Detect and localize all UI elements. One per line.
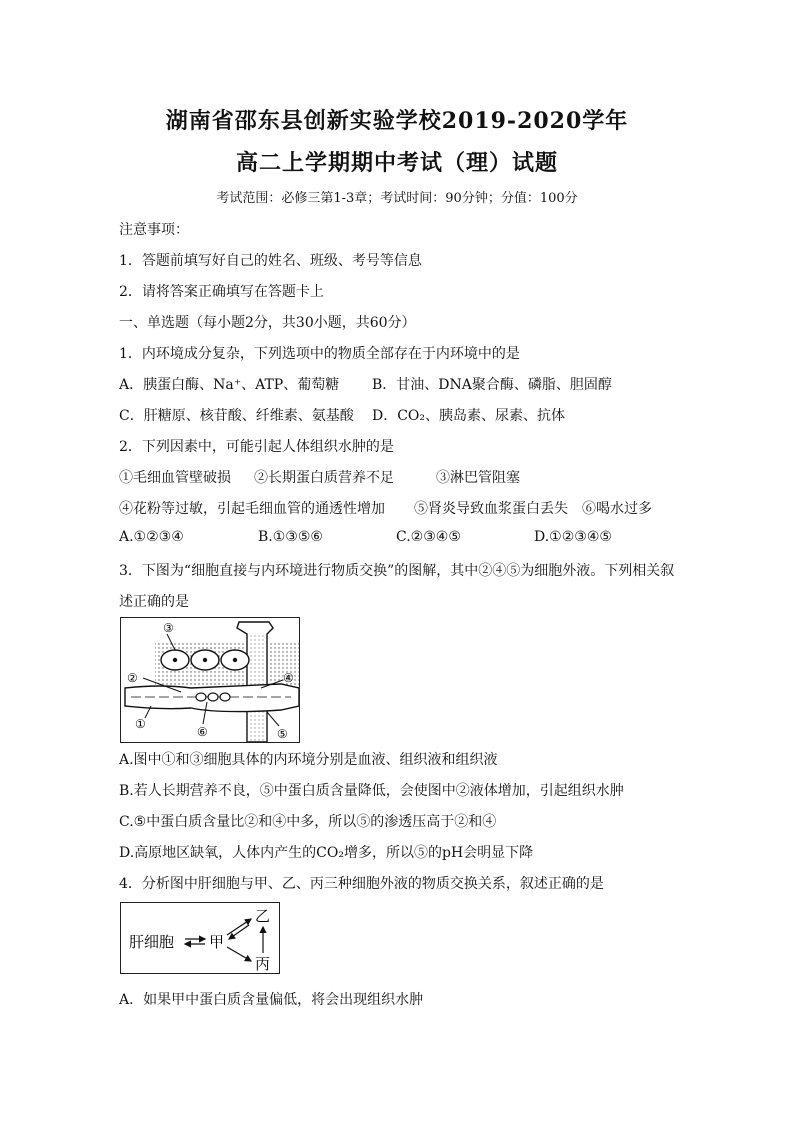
figure-label: ④ [283,671,294,685]
q2-option-c: C.②③④⑤ [396,529,461,545]
q2-stem: 2．下列因素中，可能引起人体组织水肿的是 [119,439,394,455]
q3-option-c: C.⑤中蛋白质含量比②和④中多，所以⑤的渗透压高于②和④ [119,814,497,830]
q2-factor: ④花粉等过敏，引起毛细血管的通透性增加 [119,501,385,517]
q3-option-a: A.图中①和③细胞具体的内环境分别是血液、组织液和组织液 [119,752,498,768]
q3-figure [120,617,300,743]
blood-cell [208,693,218,701]
q2-factor: ①毛细血管壁破损 [119,470,231,486]
q1-option-c: C．肝糖原、核苷酸、纤维素、氨基酸 [119,408,354,424]
q1-option-d: D．CO₂、胰岛素、尿素、抗体 [372,408,566,424]
q4-option-a: A．如果甲中蛋白质含量偏低，将会出现组织水肿 [119,992,424,1008]
q4-figure-diagram [121,903,279,973]
node-jia: 甲 [209,933,225,951]
note-item: 2．请将答案正确填写在答题卡上 [119,284,324,300]
section-heading: 一、单选题（每小题2分，共30小题，共60分） [119,315,416,331]
blood-cell [196,693,206,701]
node-liver-cell: 肝细胞 [129,933,175,951]
notes-heading: 注意事项： [119,222,189,238]
q2-option-d: D.①②③④⑤ [534,529,612,545]
exam-info: 考试范围：必修三第1-3章；考试时间：90分钟；分值：100分 [216,191,578,206]
figure-label: ② [127,671,138,685]
q4-figure [120,902,280,974]
node-yi: 乙 [255,907,271,925]
q1-stem: 1．内环境成分复杂，下列选项中的物质全部存在于内环境中的是 [119,346,520,362]
blood-cell [220,693,230,701]
q3-option-b: B.若人长期营养不良，⑤中蛋白质含量降低，会使图中②液体增加，引起组织水肿 [119,783,624,799]
q1-option-b: B．甘油、DNA聚合酶、磷脂、胆固醇 [372,377,612,393]
q3-stem-line-2: 述正确的是 [119,594,189,610]
figure-label: ③ [163,621,174,635]
q2-option-b: B.①③⑤⑥ [258,529,323,545]
note-item: 1．答题前填写好自己的姓名、班级、考号等信息 [119,253,422,269]
figure-label: ① [135,717,146,731]
node-bing: 丙 [255,955,271,973]
q2-factor: ⑥喝水过多 [582,501,652,517]
q3-option-d: D.高原地区缺氧，人体内产生的CO₂增多，所以⑤的pH会明显下降 [119,845,534,861]
q2-factor: ⑤肾炎导致血浆蛋白丢失 [414,501,568,517]
title-line-2: 高二上学期期中考试（理）试题 [235,150,558,176]
q2-factor: ②长期蛋白质营养不足 [254,470,394,486]
q3-figure-diagram [121,618,299,742]
title-line-1: 湖南省邵东县创新实验学校2019-2020学年 [165,108,629,134]
q3-stem-line-1: 3．下图为“细胞直接与内环境进行物质交换”的图解，其中②④⑤为细胞外液。下列相关叙 [119,563,675,579]
figure-label: ⑤ [277,727,288,741]
q2-factor: ③淋巴管阻塞 [436,470,520,486]
q4-stem: 4．分析图中肝细胞与甲、乙、丙三种细胞外液的物质交换关系，叙述正确的是 [119,876,604,892]
q2-option-a: A.①②③④ [119,529,184,545]
figure-label: ⑥ [197,725,208,739]
q1-option-a: A．胰蛋白酶、Na⁺、ATP、葡萄糖 [119,377,340,393]
